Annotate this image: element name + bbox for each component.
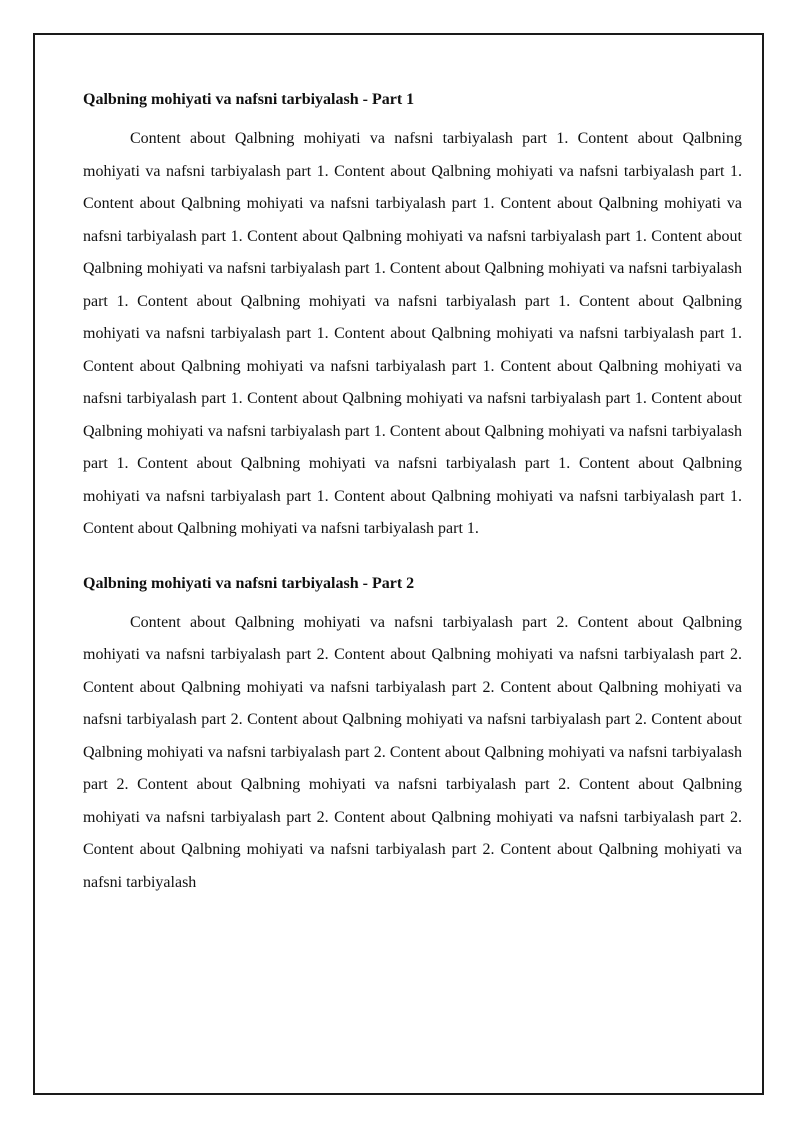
section-paragraph: Content about Qalbning mohiyati va nafsni tarbiyalash part 2. Content about Qalbning mohiyati va nafsni tarbiyalash part 2. Content about Qalbning mohiyati va nafsni tarbiyalash part 2. Content about Qalbning mohiyati va nafsni tarbiyalash part 2. Content about Qalbning mohiyati va nafsni tarbiyalash part 2. Content about Qalbning mohiyati va nafsni tarbiyalash part 2. Content about Qalbning mohiyati va nafsni tarbiyalash part 2. Content about Qalbning mohiyati va nafsni tarbiyalash part 2. Content about Qalbning mohiyati va nafsni tarbiyalash part 2. Content about Qalbning mohiyati va nafsni tarbiyalash part 2. Content about Qalbning mohiyati va nafsni tarbiyalash part 2. Content about Qalbning mohiyati va nafsni tarbiyalash part 2. Content about Qalbning mohiyati va nafsni tarbiyalash (83, 613, 742, 891)
section-paragraph: Content about Qalbning mohiyati va nafsni tarbiyalash part 1. Content about Qalbning mohiyati va nafsni tarbiyalash part 1. Content about Qalbning mohiyati va nafsni tarbiyalash part 1. Content about Qalbning mohiyati va nafsni tarbiyalash part 1. Content about Qalbning mohiyati va nafsni tarbiyalash part 1. Content about Qalbning mohiyati va nafsni tarbiyalash part 1. Content about Qalbning mohiyati va nafsni tarbiyalash part 1. Content about Qalbning mohiyati va nafsni tarbiyalash part 1. Content about Qalbning mohiyati va nafsni tarbiyalash part 1. Content about Qalbning mohiyati va nafsni tarbiyalash part 1. Content about Qalbning mohiyati va nafsni tarbiyalash part 1. Content about Qalbning mohiyati va nafsni tarbiyalash part 1. Content about Qalbning mohiyati va nafsni tarbiyalash part 1. Content about Qalbning mohiyati va nafsni tarbiyalash part 1. Content about Qalbning mohiyati va nafsni tarbiyalash part 1. Content about Qalbning mohiyati va nafsni tarbiyalash part 1. Content about Qalbning mohiyati va nafsni tarbiyalash part 1. Content about Qalbning mohiyati va nafsni tarbiyalash part 1. Content about Qalbning mohiyati va nafsni tarbiyalash part 1. Content about Qalbning mohiyati va nafsni tarbiyalash part 1. (83, 130, 742, 537)
document-content (83, 78, 742, 1038)
section-part-2 (83, 574, 742, 900)
section-heading: Qalbning mohiyati va nafsni tarbiyalash - Part 1 (83, 91, 415, 108)
section-part-1 (83, 90, 742, 546)
section-heading: Qalbning mohiyati va nafsni tarbiyalash - Part 2 (83, 574, 415, 592)
